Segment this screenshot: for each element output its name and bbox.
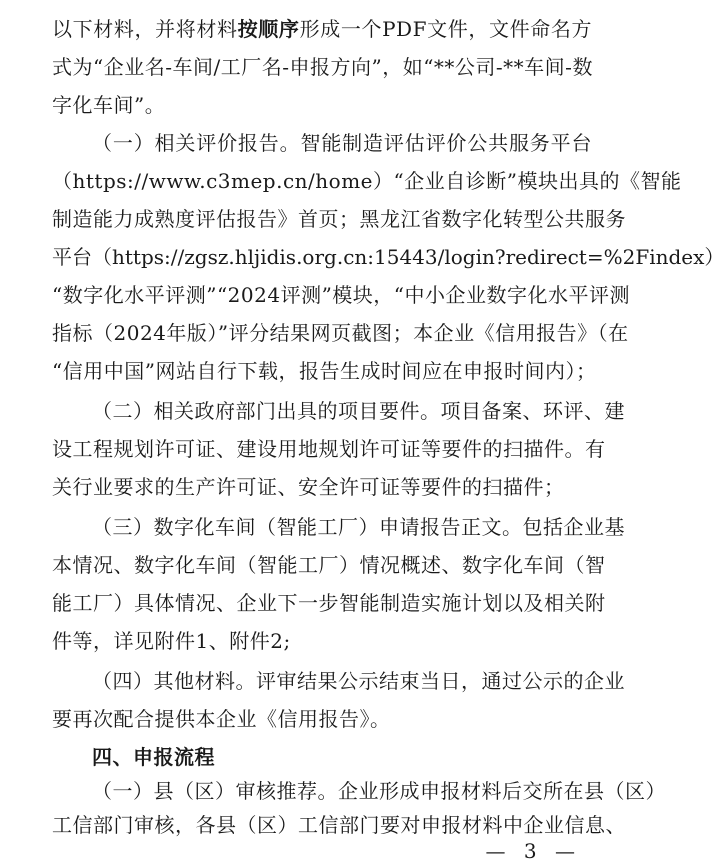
section-heading	[92, 738, 592, 776]
text-line-4	[92, 124, 592, 162]
text-line-16	[52, 584, 606, 622]
text-line-17	[52, 622, 592, 660]
text-line-5	[52, 162, 682, 200]
line-14-seg-1: （三）数字化车间（智能工厂）申请报告正文。包括企业基	[92, 515, 625, 539]
line-2-seg-1: 式为“企业名-车间/工厂名-申报方向”，如“**公司-**车间-数	[52, 55, 593, 79]
text-line-14	[92, 508, 625, 546]
line-1-seg-2: 按顺序	[237, 17, 300, 41]
line-1-seg-1: 以下材料，并将材料	[52, 17, 238, 41]
line-5-seg-1: （https://www.c3mep.cn/home）“企业自诊断”模块出具的《智能	[52, 169, 682, 193]
line-10-seg-1: “信用中国”网站自行下载，报告生成时间应在申报时间内）；	[52, 359, 597, 383]
line-22-seg-1: 工信部门审核，各县（区）工信部门要对申报材料中企业信息、	[52, 813, 626, 837]
text-line-6	[52, 200, 626, 238]
line-6-seg-1: 制造能力成熟度评估报告》首页；黑龙江省数字化转型公共服务	[52, 207, 626, 231]
line-7-seg-1: 平台（https://zgsz.hljidis.org.cn:15443/login?redirect=%2Findex）	[52, 245, 724, 269]
line-11-seg-1: （二）相关政府部门出具的项目要件。项目备案、环评、建	[92, 399, 625, 423]
text-line-7	[52, 238, 724, 276]
text-line-11	[92, 392, 625, 430]
text-line-3	[52, 86, 592, 124]
page-number: — 3 —	[485, 839, 581, 863]
line-8-seg-1: “数字化水平评测”“2024评测”模块，“中小企业数字化水平评测	[52, 283, 631, 307]
text-line-2	[52, 48, 592, 86]
line-20-seg-1: 四、申报流程	[92, 745, 215, 769]
text-line-15	[52, 546, 606, 584]
line-12-seg-1: 设工程规划许可证、建设用地规划许可证等要件的扫描件。有	[52, 437, 606, 461]
text-line-10	[52, 352, 597, 390]
text-line-1	[52, 10, 592, 48]
line-21-seg-1: （一）县（区）审核推荐。企业形成申报材料后交所在县（区）	[92, 779, 666, 803]
text-line-22	[52, 806, 626, 844]
line-19-seg-1: 要再次配合提供本企业《信用报告》。	[52, 707, 391, 731]
text-line-8	[52, 276, 631, 314]
line-13-seg-1: 关行业要求的生产许可证、安全许可证等要件的扫描件；	[52, 475, 565, 499]
line-15-seg-1: 本情况、数字化车间（智能工厂）情况概述、数字化车间（智	[52, 553, 606, 577]
text-line-19	[52, 700, 592, 738]
text-line-9	[52, 314, 629, 352]
text-line-21	[92, 772, 666, 810]
line-1-seg-3: 形成一个PDF文件，文件命名方	[299, 17, 592, 41]
text-line-18	[92, 662, 625, 700]
line-4-seg-1: （一）相关评价报告。智能制造评估评价公共服务平台	[92, 131, 592, 155]
line-9-seg-1: 指标（2024年版）”评分结果网页截图；本企业《信用报告》（在	[52, 321, 629, 345]
line-18-seg-1: （四）其他材料。评审结果公示结束当日，通过公示的企业	[92, 669, 625, 693]
line-16-seg-1: 能工厂）具体情况、企业下一步智能制造实施计划以及相关附	[52, 591, 606, 615]
text-line-12	[52, 430, 606, 468]
text-line-13	[52, 468, 592, 506]
line-3-seg-1: 字化车间”。	[52, 93, 166, 117]
line-17-seg-1: 件等，详见附件1、附件2;	[52, 629, 291, 653]
